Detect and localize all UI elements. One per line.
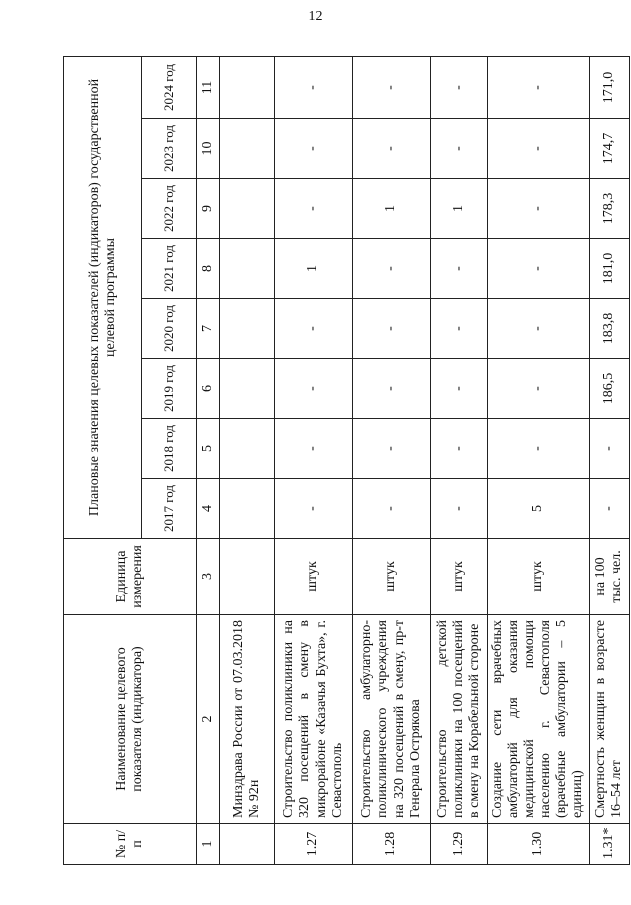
index-cell: 8 — [197, 239, 220, 299]
row-value: - — [431, 56, 488, 118]
rotated-table-container — [63, 57, 625, 865]
row-value: 181,0 — [589, 239, 629, 299]
row-value: - — [353, 299, 431, 359]
row-unit: штук — [353, 539, 431, 615]
index-cell: 9 — [197, 179, 220, 239]
row-value: - — [353, 119, 431, 179]
table-row — [589, 56, 629, 864]
year-2021: 2021 год — [142, 239, 197, 299]
year-2018: 2018 год — [142, 419, 197, 479]
row-value: - — [275, 419, 353, 479]
row-value: - — [431, 419, 488, 479]
index-cell: 6 — [197, 359, 220, 419]
row-num: 1.27 — [275, 824, 353, 865]
row-value — [220, 359, 275, 419]
row-value: - — [431, 239, 488, 299]
row-value: - — [275, 56, 353, 118]
row-num: 1.29 — [431, 824, 488, 865]
table-row — [275, 56, 353, 864]
row-value: - — [488, 419, 590, 479]
year-2022: 2022 год — [142, 179, 197, 239]
row-value: 1 — [353, 179, 431, 239]
row-value: - — [488, 179, 590, 239]
year-2017: 2017 год — [142, 479, 197, 539]
header-plan: Плановые значения целевых показателей (индикаторов) государственной целевой программы — [64, 56, 142, 538]
row-num: 1.28 — [353, 824, 431, 865]
index-cell: 1 — [197, 824, 220, 865]
row-value — [220, 479, 275, 539]
row-value: 1 — [275, 239, 353, 299]
row-value — [220, 119, 275, 179]
year-2024: 2024 год — [142, 56, 197, 118]
row-num — [220, 824, 275, 865]
row-value: - — [431, 119, 488, 179]
row-value: - — [488, 359, 590, 419]
row-value: - — [353, 56, 431, 118]
row-name: Минздрава России от 07.03.2018 № 92н — [220, 615, 275, 824]
row-value: 1 — [431, 179, 488, 239]
row-value — [220, 299, 275, 359]
index-cell: 5 — [197, 419, 220, 479]
row-value: - — [589, 419, 629, 479]
row-value: 5 — [488, 479, 590, 539]
row-value: - — [589, 479, 629, 539]
index-cell: 4 — [197, 479, 220, 539]
row-value: - — [431, 479, 488, 539]
table-row — [220, 56, 275, 864]
header-name: Наименование целевого показателя (индикатора) — [64, 615, 197, 824]
row-value: - — [353, 239, 431, 299]
row-value: 178,3 — [589, 179, 629, 239]
row-value: - — [353, 479, 431, 539]
row-name: Строительство амбулаторно-поликлинического учреждения на 320 посещений в смену, пр-т Генерала Острякова — [353, 615, 431, 824]
year-2020: 2020 год — [142, 299, 197, 359]
page-number: 12 — [308, 9, 323, 24]
row-value — [220, 56, 275, 118]
row-unit: штук — [275, 539, 353, 615]
row-num: 1.31* — [589, 824, 629, 865]
row-value: - — [275, 179, 353, 239]
row-value: - — [488, 119, 590, 179]
index-cell: 11 — [197, 56, 220, 118]
row-name: Создание сети врачебных амбулаторий для оказания медицинской помощи населению г. Севастополя (врачебные амбулатории – 5 единиц) — [488, 615, 590, 824]
year-2023: 2023 год — [142, 119, 197, 179]
header-num: № п/п — [64, 824, 197, 865]
row-value: - — [431, 359, 488, 419]
row-value: - — [353, 359, 431, 419]
row-unit — [220, 539, 275, 615]
row-value: 186,5 — [589, 359, 629, 419]
row-name: Смертность женщин в возрасте 16–54 лет — [589, 615, 629, 824]
index-cell: 3 — [197, 539, 220, 615]
index-row — [197, 56, 220, 864]
row-value: 171,0 — [589, 56, 629, 118]
row-value: - — [431, 299, 488, 359]
header-row — [64, 56, 142, 864]
year-2019: 2019 год — [142, 359, 197, 419]
row-value: - — [275, 119, 353, 179]
rotated-table-area — [63, 57, 625, 865]
row-name: Строительство поликлиники на 320 посещений в смену в микрорайоне «Казачья Бухта», г. Севастополь — [275, 615, 353, 824]
row-value: 183,8 — [589, 299, 629, 359]
indicators-table — [63, 56, 630, 865]
row-value: - — [488, 56, 590, 118]
header-unit: Единица измерения — [64, 539, 197, 615]
row-value: - — [488, 239, 590, 299]
row-num: 1.30 — [488, 824, 590, 865]
table-row — [488, 56, 590, 864]
index-cell: 2 — [197, 615, 220, 824]
row-value — [220, 179, 275, 239]
row-name: Строительство детской поликлиники на 100 посещений в смену на Корабельной стороне — [431, 615, 488, 824]
row-value: - — [275, 479, 353, 539]
index-cell: 10 — [197, 119, 220, 179]
table-row — [353, 56, 431, 864]
row-value: - — [353, 419, 431, 479]
row-value: - — [488, 299, 590, 359]
row-value: - — [275, 359, 353, 419]
row-value — [220, 419, 275, 479]
row-unit: штук — [488, 539, 590, 615]
table-row — [431, 56, 488, 864]
row-value: 174,7 — [589, 119, 629, 179]
row-value — [220, 239, 275, 299]
row-value: - — [275, 299, 353, 359]
row-unit: штук — [431, 539, 488, 615]
row-unit: на 100 тыс. чел. — [589, 539, 629, 615]
index-cell: 7 — [197, 299, 220, 359]
